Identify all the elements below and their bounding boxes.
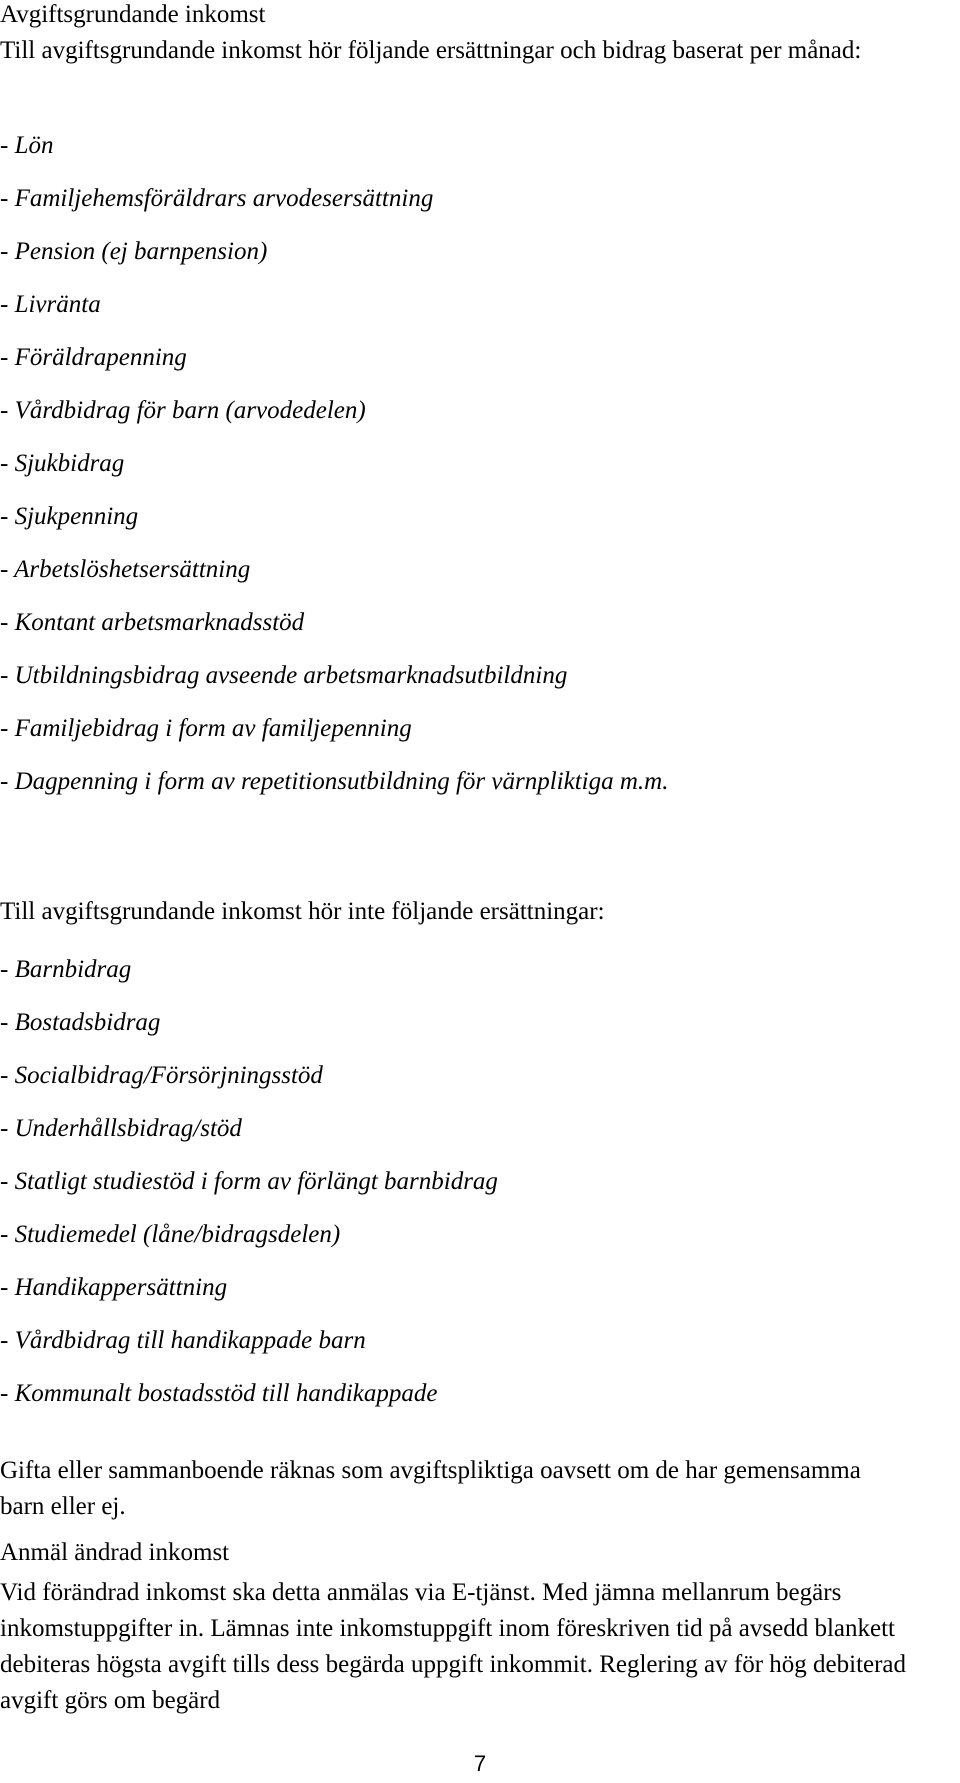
list-item: - Kontant arbetsmarknadsstöd: [0, 609, 305, 636]
list-item: - Bostadsbidrag: [0, 1009, 161, 1036]
list-item: - Socialbidrag/Försörjningsstöd: [0, 1062, 323, 1089]
list-item: - Vårdbidrag till handikappade barn: [0, 1327, 366, 1354]
list-item: - Underhållsbidrag/stöd: [0, 1115, 242, 1142]
included-list: [0, 128, 668, 817]
list-item: - Kommunalt bostadsstöd till handikappade: [0, 1380, 438, 1407]
page-number: 7: [473, 1751, 487, 1776]
list-item: - Pension (ej barnpension): [0, 238, 268, 265]
excluded-intro: Till avgiftsgrundande inkomst hör inte följande ersättningar:: [0, 898, 605, 925]
list-item: - Familjehemsföräldrars arvodesersättning: [0, 185, 434, 212]
list-item: - Föräldrapenning: [0, 344, 187, 371]
list-item: - Familjebidrag i form av familjepenning: [0, 715, 412, 742]
list-item: - Lön: [0, 132, 54, 159]
list-item: - Arbetslöshetsersättning: [0, 556, 251, 583]
list-item: - Dagpenning i form av repetitionsutbildning för värnpliktiga m.m.: [0, 768, 669, 795]
list-item: - Sjukbidrag: [0, 450, 125, 477]
excluded-list: [0, 952, 498, 1429]
section-heading: Avgiftsgrundande inkomst: [0, 1, 266, 28]
list-item: - Utbildningsbidrag avseende arbetsmarknadsutbildning: [0, 662, 568, 689]
list-item: - Sjukpenning: [0, 503, 139, 530]
intro-paragraph: Till avgiftsgrundande inkomst hör följande ersättningar och bidrag baserat per månad:: [0, 37, 862, 64]
list-item: - Vårdbidrag för barn (arvodedelen): [0, 397, 366, 424]
change-paragraph: Vid förändrad inkomst ska detta anmälas via E-tjänst. Med jämna mellanrum begärs inkomstuppgifter in. Lämnas inte inkomstuppgift inom föreskriven tid på avsedd blankett debiteras högsta avgift tills dess begärda uppgift inkommit. Reglering av för hög debiterad avgift görs om begärd: [0, 1579, 907, 1714]
change-heading: Anmäl ändrad inkomst: [0, 1539, 230, 1566]
list-item: - Studiemedel (låne/bidragsdelen): [0, 1221, 341, 1248]
list-item: - Handikappersättning: [0, 1274, 228, 1301]
list-item: - Livränta: [0, 291, 101, 318]
married-note: Gifta eller sammanboende räknas som avgiftspliktiga oavsett om de har gemensamma barn eller ej.: [0, 1457, 861, 1520]
list-item: - Barnbidrag: [0, 956, 132, 983]
list-item: - Statligt studiestöd i form av förlängt barnbidrag: [0, 1168, 498, 1195]
